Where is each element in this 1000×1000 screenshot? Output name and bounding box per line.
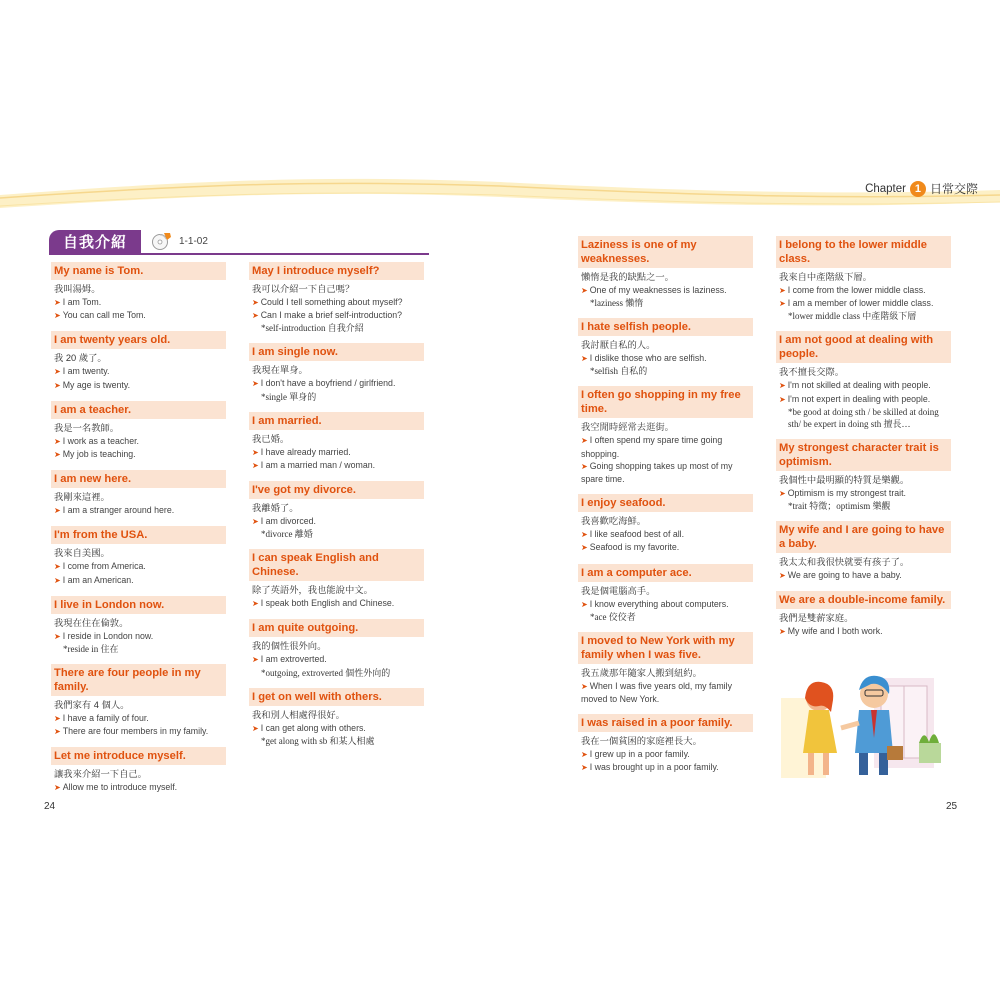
phrase-heading: I am married. [249,412,424,430]
alternative-expression-text: I am an American. [62,574,134,585]
phrase-entry [51,262,226,322]
phrase-entry [578,386,753,485]
arrow-bullet-icon: ➤ [252,460,259,470]
phrase-entry [776,439,951,512]
arrow-bullet-icon: ➤ [252,311,259,321]
chapter-label: Chapter [865,182,906,195]
alternative-expression-text: I speak both English and Chinese. [260,598,395,609]
chapter-name: 日常交際 [929,182,978,196]
arrow-bullet-icon: ➤ [54,436,61,446]
alternative-expression-text: I reside in London now. [62,630,154,641]
arrow-bullet-icon: ➤ [581,750,588,760]
alternative-expression-text: Optimism is my strongest trait. [787,487,906,498]
alternative-expression-text: I don't have a boyfriend / girlfriend. [260,378,396,389]
arrow-bullet-icon: ➤ [54,298,61,307]
phrase-entry [776,591,951,638]
arrow-bullet-icon: ➤ [54,631,61,641]
arrow-bullet-icon: ➤ [54,450,61,460]
alternative-expression [51,365,226,378]
arrow-bullet-icon: ➤ [252,655,259,665]
alternative-expression-text: When I was five years old, my family moved to New York. [581,680,732,705]
arrow-bullet-icon: ➤ [581,354,588,364]
arrow-bullet-icon: ➤ [54,311,61,321]
phrase-heading: My wife and I are going to have a baby. [776,521,951,553]
alternative-expression [51,504,226,517]
alternative-expression-text: I often spend my spare time going shopping. [581,435,723,459]
alternative-expression [578,528,753,541]
chinese-translation: 讓我來介紹一下自己。 [54,769,147,780]
alternative-expression-text: I have a family of four. [62,713,149,724]
phrase-entry [578,318,753,377]
alternative-expression [776,569,951,582]
alternative-expression-text: I work as a teacher. [62,435,139,446]
alternative-expression [249,515,424,528]
alternative-expression [578,598,753,611]
alternative-expression [249,459,424,472]
phrase-heading: I often go shopping in my free time. [578,386,753,418]
phrase-entry [51,470,226,517]
phrase-heading: May I introduce myself? [249,262,424,280]
alternative-expression [249,653,424,666]
arrow-bullet-icon: ➤ [779,571,786,581]
phrase-heading: Let me introduce myself. [51,747,226,765]
phrase-heading: I am quite outgoing. [249,619,424,637]
chapter-indicator [865,180,978,197]
alternative-expression-text: Seafood is my favorite. [589,542,680,553]
chinese-translation: 我是一名教師。 [54,422,120,433]
phrase-entry [578,632,753,705]
phrase-entry [249,262,424,334]
alternative-expression-text: I dislike those who are selfish. [589,353,707,364]
alternative-expression-text: We are going to have a baby. [787,570,902,581]
arrow-bullet-icon: ➤ [779,394,786,404]
alternative-expression [51,435,226,448]
phrase-column-2 [249,262,424,756]
phrase-heading: I hate selfish people. [578,318,753,336]
phrase-entry [578,494,753,554]
alternative-expression [51,712,226,725]
chinese-translation: 我剛來這裡。 [54,492,110,503]
alternative-expression [578,680,753,705]
phrase-heading: I am a teacher. [51,401,226,419]
arrow-bullet-icon: ➤ [252,379,259,389]
alternative-expression-text: My job is teaching. [62,449,136,460]
alternative-expression-text: You can call me Tom. [62,310,146,321]
alternative-expression [51,448,226,461]
alternative-expression [578,541,753,554]
vocabulary-note: *reside in 住在 [63,644,119,655]
page-number-left: 24 [44,801,56,812]
phrase-entry [249,688,424,747]
section-title-underline [49,253,429,255]
chinese-translation: 我來自美國。 [54,548,110,559]
phrase-heading: I moved to New York with my family when I was five. [578,632,753,664]
phrase-entry [249,549,424,610]
arrow-bullet-icon: ➤ [252,447,259,457]
vocabulary-note: *lower middle class 中產階級下層 [788,311,917,322]
arrow-bullet-icon: ➤ [581,681,588,691]
arrow-bullet-icon: ➤ [779,627,786,637]
arrow-bullet-icon: ➤ [252,298,259,307]
alternative-expression-text: I have already married. [260,446,351,457]
alternative-expression [51,781,226,794]
phrase-entry [249,619,424,678]
chinese-translation: 我在一個貧困的家庭裡長大。 [581,736,702,747]
section-title: 自我介紹 [49,230,141,253]
chinese-translation: 我空閒時經常去逛街。 [581,422,674,433]
chinese-translation: 我的個性很外向。 [252,641,327,652]
phrase-heading: I get on well with others. [249,688,424,706]
alternative-expression-text: Can I make a brief self-introduction? [260,310,403,321]
phrase-entry [51,331,226,391]
alternative-expression [578,460,753,485]
chinese-translation: 我叫湯姆。 [54,284,101,294]
alternative-expression-text: I am a married man / woman. [260,459,376,470]
alternative-expression-text: One of my weaknesses is laziness. [589,285,727,295]
alternative-expression-text: I am a stranger around here. [62,505,175,516]
arrow-bullet-icon: ➤ [54,562,61,572]
arrow-bullet-icon: ➤ [54,575,61,585]
chinese-translation: 我可以介紹一下自己嗎？ [252,284,355,294]
alternative-expression [249,722,424,735]
alternative-expression [51,309,226,322]
alternative-expression-text: I like seafood best of all. [589,529,685,540]
chinese-translation: 我 20 歲了。 [54,353,107,364]
alternative-expression [249,309,424,322]
alternative-expression [776,625,951,638]
phrase-heading: I am single now. [249,343,424,361]
chinese-translation: 我喜歡吃海鮮。 [581,516,647,527]
alternative-expression [578,352,753,365]
arrow-bullet-icon: ➤ [54,380,61,390]
alternative-expression-text: Allow me to introduce myself. [62,782,178,793]
phrase-entry [776,236,951,322]
alternative-expression-text: I grew up in a poor family. [589,749,690,760]
alternative-expression [776,393,951,406]
phrase-entry [776,521,951,582]
alternative-expression [249,296,424,309]
arrow-bullet-icon: ➤ [252,599,259,609]
alternative-expression [578,748,753,761]
chapter-number-badge: 1 [910,181,926,197]
chinese-translation: 我來自中產階級下層。 [779,272,872,282]
chinese-translation: 我離婚了。 [252,503,299,514]
chinese-translation: 我不擅長交際。 [779,367,845,378]
vocabulary-note: *selfish 自私的 [590,366,648,377]
phrase-heading: Laziness is one of my weaknesses. [578,236,753,268]
chinese-translation: 我們家有 4 個人。 [54,700,130,711]
phrase-heading: I've got my divorce. [249,481,424,499]
vocabulary-note: *be good at doing sth / be skilled at doing sth/ be expert in doing sth 擅長… [788,406,939,429]
chinese-translation: 我是個電腦高手。 [581,585,656,596]
arrow-bullet-icon: ➤ [779,381,786,391]
arrow-bullet-icon: ➤ [581,436,588,446]
couple-greeting-illustration [779,668,950,780]
phrase-entry [578,714,753,774]
phrase-entry [249,412,424,472]
alternative-expression [776,379,951,392]
phrase-heading: I can speak English and Chinese. [249,549,424,581]
alternative-expression [776,487,951,500]
header-wave-decoration [0,150,1000,230]
arrow-bullet-icon: ➤ [54,714,61,724]
chinese-translation: 我已婚。 [252,433,290,444]
page-number-right: 25 [946,801,958,812]
arrow-bullet-icon: ➤ [779,286,786,295]
alternative-expression [578,284,753,297]
chinese-translation: 我太太和我很快就要有孩子了。 [779,557,910,568]
phrase-entry [776,331,951,429]
audio-disc-icon[interactable] [151,231,173,251]
arrow-bullet-icon: ➤ [581,599,588,609]
phrase-heading: There are four people in my family. [51,664,226,696]
arrow-bullet-icon: ➤ [54,727,61,737]
arrow-bullet-icon: ➤ [252,517,259,527]
phrase-heading: My name is Tom. [51,262,226,280]
arrow-bullet-icon: ➤ [581,763,588,773]
phrase-heading: I was raised in a poor family. [578,714,753,732]
arrow-bullet-icon: ➤ [779,299,786,309]
chinese-translation: 我現在單身。 [252,365,308,376]
alternative-expression-text: I come from the lower middle class. [787,285,926,295]
chinese-translation: 除了英語外，我也能說中文。 [252,585,373,596]
alternative-expression [51,379,226,392]
phrase-entry [51,747,226,794]
arrow-bullet-icon: ➤ [54,506,61,516]
vocabulary-note: *ace 佼佼者 [590,611,636,622]
chinese-translation: 我們是雙薪家庭。 [779,613,854,624]
phrase-heading: I am not good at dealing with people. [776,331,951,363]
phrase-entry [51,596,226,655]
alternative-expression [51,560,226,573]
arrow-bullet-icon: ➤ [581,461,588,471]
vocabulary-note: *divorce 離婚 [261,529,313,540]
alternative-expression-text: I can get along with others. [260,722,366,733]
phrase-heading: I enjoy seafood. [578,494,753,512]
phrase-entry [51,401,226,461]
chinese-translation: 我和別人相處得很好。 [252,709,345,720]
phrase-heading: We are a double-income family. [776,591,951,609]
alternative-expression [51,630,226,643]
arrow-bullet-icon: ➤ [54,783,61,793]
alternative-expression-text: I am extroverted. [260,654,327,665]
alternative-expression-text: Could I tell something about myself? [260,297,403,307]
arrow-bullet-icon: ➤ [581,286,588,295]
alternative-expression-text: I am Tom. [62,297,102,307]
alternative-expression [776,297,951,310]
alternative-expression [249,597,424,610]
phrase-entry [51,526,226,586]
alternative-expression-text: I am twenty. [62,366,110,377]
phrase-heading: I belong to the lower middle class. [776,236,951,268]
phrase-heading: I am a computer ace. [578,564,753,582]
alternative-expression-text: There are four members in my family. [62,726,209,737]
chinese-translation: 我五歲那年隨家人搬到紐約。 [581,667,702,678]
alternative-expression [776,284,951,297]
phrase-entry [578,564,753,623]
alternative-expression-text: I know everything about computers. [589,598,729,609]
phrase-heading: I live in London now. [51,596,226,614]
phrase-column-3 [578,236,753,784]
alternative-expression-text: I'm not skilled at dealing with people. [787,380,931,391]
arrow-bullet-icon: ➤ [581,530,588,540]
vocabulary-note: *get along with sb 和某人相處 [261,735,375,746]
chinese-translation: 我個性中最明顯的特質是樂觀。 [779,474,910,485]
chinese-translation: 懶惰是我的缺點之一。 [581,272,674,282]
phrase-entry [578,236,753,309]
phrase-heading: My strongest character trait is optimism. [776,439,951,471]
alternative-expression [578,434,753,459]
phrase-heading: I am twenty years old. [51,331,226,349]
arrow-bullet-icon: ➤ [252,723,259,733]
phrase-column-4 [776,236,951,647]
vocabulary-note: *self-introduction 自我介紹 [261,323,364,334]
phrase-entry [249,343,424,402]
chinese-translation: 我討厭自私的人。 [581,340,656,351]
alternative-expression [249,377,424,390]
arrow-bullet-icon: ➤ [581,543,588,553]
alternative-expression-text: My wife and I both work. [787,626,883,637]
vocabulary-note: *laziness 懶惰 [590,298,644,309]
alternative-expression-text: I come from America. [62,561,146,572]
phrase-entry [249,481,424,540]
audio-track-number: 1-1-02 [179,236,208,247]
phrase-column-1 [51,262,226,804]
alternative-expression [51,725,226,738]
vocabulary-note: *outgoing, extroverted 個性外向的 [261,667,391,678]
alternative-expression-text: My age is twenty. [62,379,131,390]
alternative-expression [249,446,424,459]
arrow-bullet-icon: ➤ [779,488,786,498]
alternative-expression [578,761,753,774]
chinese-translation: 我現在住在倫敦。 [54,617,129,628]
alternative-expression-text: I'm not expert in dealing with people. [787,393,931,404]
alternative-expression-text: Going shopping takes up most of my spare time. [581,460,733,485]
alternative-expression-text: I am a member of lower middle class. [787,298,934,309]
alternative-expression [51,296,226,309]
vocabulary-note: *trait 特徵；optimism 樂觀 [788,501,891,512]
alternative-expression [51,574,226,587]
alternative-expression-text: I am divorced. [260,516,316,527]
vocabulary-note: *single 單身的 [261,391,317,402]
phrase-entry [51,664,226,738]
arrow-bullet-icon: ➤ [54,367,61,377]
phrase-heading: I'm from the USA. [51,526,226,544]
alternative-expression-text: I was brought up in a poor family. [589,762,719,773]
phrase-heading: I am new here. [51,470,226,488]
